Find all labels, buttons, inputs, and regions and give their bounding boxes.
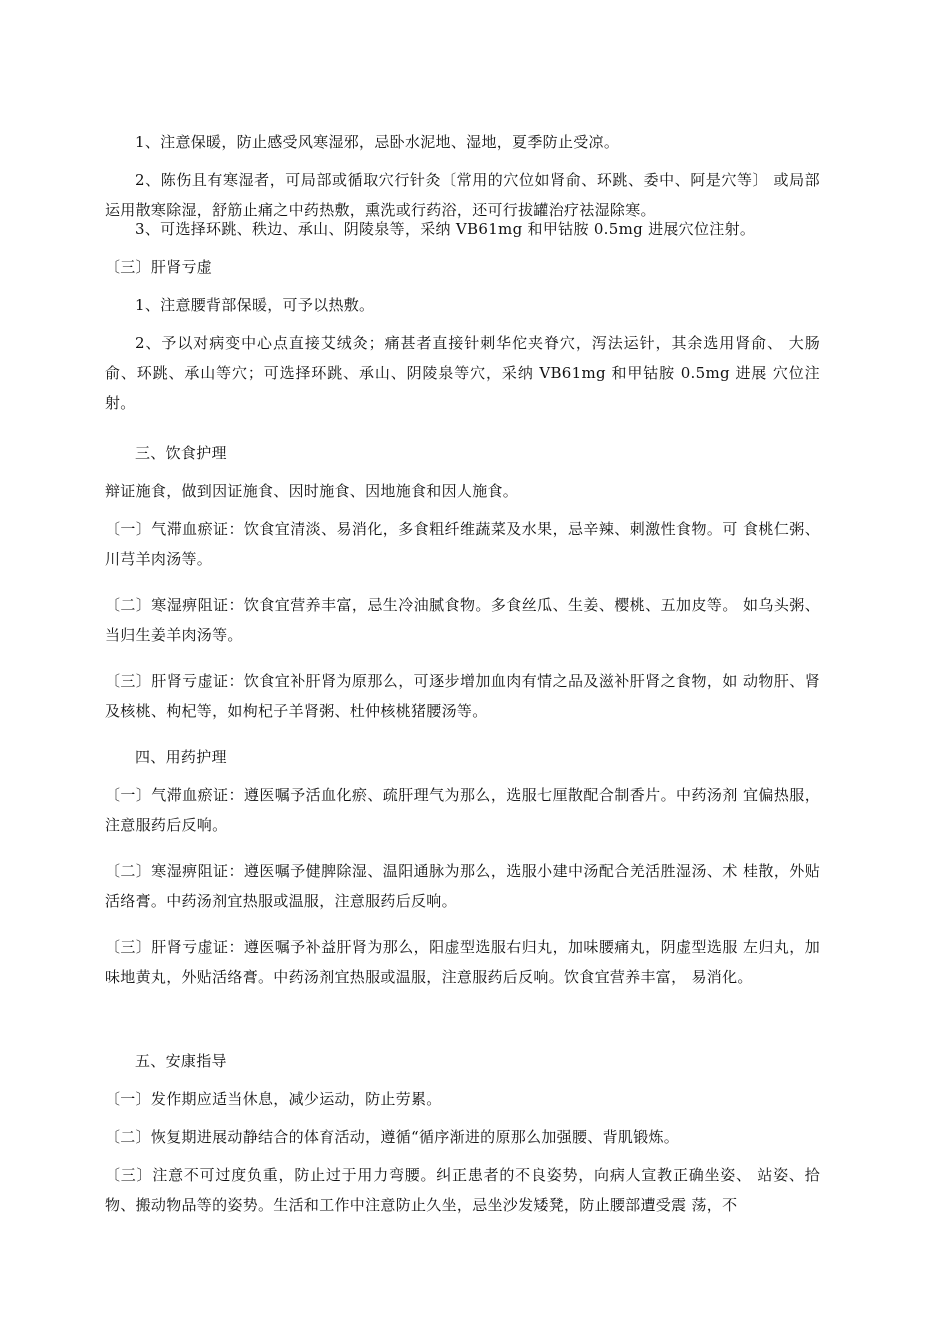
paragraph-3: 3、可选择环跳、秩边、承山、阴陵泉等，采纳 VB61mg 和甲钴胺 0.5mg 进展穴位注射。 [135, 220, 756, 238]
section-heading-medication: 四、用药护理 [135, 748, 227, 766]
paragraph-med-2: 〔二〕寒湿痹阻证：遵医嘱予健脾除湿、温阳通脉为那么，选服小建中汤配合羌活胜湿汤、术 桂散，外贴活络膏。中药汤剂宜热服或温服，注意服药后反响。 [105, 862, 820, 910]
paragraph-health-1: 〔一〕发作期应适当休息，减少运动，防止劳累。 [105, 1090, 442, 1108]
paragraph-health-2: 〔二〕恢复期进展动静结合的体育活动，遵循“循序渐进的原那么加强腰、背肌锻炼。 [105, 1128, 680, 1146]
section-heading-diet: 三、饮食护理 [135, 444, 227, 462]
paragraph-5: 2、予以对病变中心点直接艾绒灸；痛甚者直接针刺华佗夹脊穴，泻法运针，其余选用肾俞、 大肠俞、环跳、承山等穴；可选择环跳、承山、阴陵泉等穴，采纳 VB61mg 和甲钴胺 0.5mg 进展 穴位注射。 [105, 334, 820, 412]
section-heading-liver-kidney: 〔三〕肝肾亏虚 [105, 258, 213, 276]
paragraph-med-1: 〔一〕气滞血瘀证：遵医嘱予活血化瘀、疏肝理气为那么，选服七厘散配合制香片。中药汤剂 宜偏热服，注意服药后反响。 [105, 786, 820, 834]
paragraph-4: 1、注意腰背部保暖，可予以热敷。 [135, 296, 375, 314]
paragraph-diet-1: 〔一〕气滞血瘀证：饮食宜清淡、易消化，多食粗纤维蔬菜及水果，忌辛辣、刺激性食物。可 食桃仁粥、川芎羊肉汤等。 [105, 520, 820, 568]
paragraph-med-3: 〔三〕肝肾亏虚证：遵医嘱予补益肝肾为那么，阳虚型选服右归丸，加味腰痛丸，阴虚型选服 左归丸，加味地黄丸，外贴活络膏。中药汤剂宜热服或温服，注意服药后反响。饮食宜营养丰富， 易消化。 [105, 938, 820, 986]
paragraph-diet-intro: 辩证施食，做到因证施食、因时施食、因地施食和因人施食。 [105, 482, 519, 500]
paragraph-1: 1、注意保暖，防止感受风寒湿邪，忌卧水泥地、湿地，夏季防止受凉。 [135, 133, 620, 151]
paragraph-health-3: 〔三〕注意不可过度负重，防止过于用力弯腰。纠正患者的不良姿势，向病人宣教正确坐姿、 站姿、拾物、搬动物品等的姿势。生活和工作中注意防止久坐，忌坐沙发矮凳，防止腰部遭受震 荡，不 [105, 1166, 820, 1214]
paragraph-2: 2、陈伤且有寒湿者，可局部或循取穴行针灸〔常用的穴位如肾俞、环跳、委中、阿是穴等〕 或局部运用散寒除湿，舒筋止痛之中药热敷，熏洗或行药浴，还可行拔罐治疗祛湿除寒。 [105, 171, 820, 219]
paragraph-diet-2: 〔二〕寒湿痹阻证：饮食宜营养丰富，忌生冷油腻食物。多食丝瓜、生姜、樱桃、五加皮等。 如乌头粥、当归生姜羊肉汤等。 [105, 596, 820, 644]
section-heading-health: 五、安康指导 [135, 1052, 227, 1070]
paragraph-diet-3: 〔三〕肝肾亏虚证：饮食宜补肝肾为原那么，可逐步增加血肉有情之品及滋补肝肾之食物，如 动物肝、肾及核桃、枸杞等，如枸杞子羊肾粥、杜仲核桃猪腰汤等。 [105, 672, 820, 720]
